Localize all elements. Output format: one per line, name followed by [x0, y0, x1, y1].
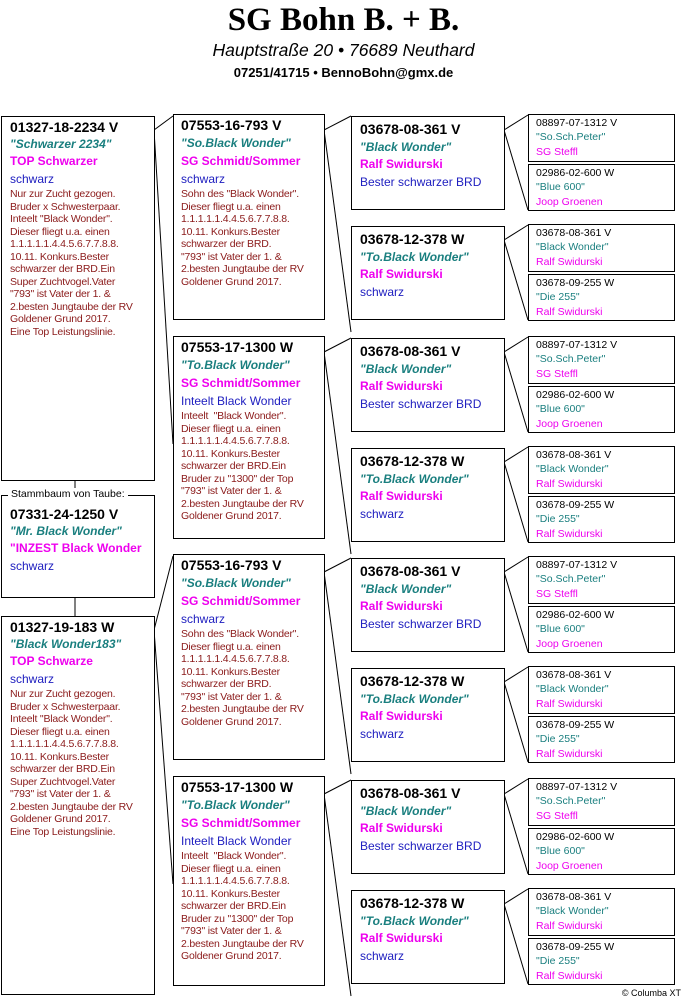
- great-grandparent-card[interactable]: [351, 448, 505, 542]
- ring-number: 03678-09-255 W: [536, 941, 615, 953]
- pigeon-name: "Blue 600": [536, 623, 585, 635]
- pigeon-name: "Black Wonder183": [10, 637, 122, 651]
- ring-number: 02986-02-600 W: [536, 389, 615, 401]
- breeder: Joop Groenen: [536, 418, 603, 430]
- gen4-card[interactable]: [528, 386, 675, 433]
- ring-number: 03678-08-361 V: [536, 449, 612, 461]
- ring-number: 02986-02-600 W: [536, 609, 615, 621]
- breeder: Ralf Swidurski: [536, 748, 603, 760]
- grandparent-card[interactable]: [173, 336, 325, 539]
- breeder: TOP Schwarze: [10, 654, 93, 668]
- pigeon-name: "Mr. Black Wonder": [10, 524, 122, 538]
- notes: Sohn des "Black Wonder". Dieser fliegt u.a. einen 1.1.1.1.1.4.4.5.6.7.7.8.8. 10.11. Konkurs.Bester schwarzer der BRD. "793" ist Vater der 1. & 2.besten Jungtaube der RV Goldener Grund 2017.: [181, 188, 304, 288]
- color: schwarz: [10, 172, 55, 186]
- pigeon-name: "To.Black Wonder": [360, 250, 469, 264]
- dam-card[interactable]: [1, 616, 155, 995]
- grandparent-card[interactable]: [173, 114, 325, 320]
- notes: Inteelt "Black Wonder". Dieser fliegt u.a. einen 1.1.1.1.1.4.4.5.6.7.7.8.8. 10.11. Konkurs.Bester schwarzer der BRD.Ein Bruder zu "1300" der Top "793" ist Vater der 1. & 2.besten Jungtaube der RV Goldener Grund 2017.: [181, 850, 304, 962]
- grandparent-card[interactable]: [173, 554, 325, 760]
- breeder: SG Schmidt/Sommer: [181, 376, 301, 390]
- pigeon-name: "So.Black Wonder": [181, 136, 291, 150]
- pigeon-name: "To.Black Wonder": [181, 798, 290, 812]
- ring-number: 07553-17-1300 W: [181, 339, 294, 355]
- pigeon-name: "Black Wonder": [360, 362, 452, 376]
- gen4-card[interactable]: [528, 828, 675, 875]
- color: schwarz: [360, 727, 405, 741]
- color: Bester schwarzer BRD: [360, 397, 482, 411]
- breeder: SG Schmidt/Sommer: [181, 154, 301, 168]
- breeder: Ralf Swidurski: [360, 379, 443, 393]
- pigeon-name: "So.Sch.Peter": [536, 795, 606, 807]
- breeder: Ralf Swidurski: [360, 821, 443, 835]
- contact-info: 07251/41715 • BennoBohn@gmx.de: [233, 65, 454, 80]
- breeder: Joop Groenen: [536, 860, 603, 872]
- pigeon-name: "Blue 600": [536, 181, 585, 193]
- ring-number: 01327-18-2234 V: [10, 119, 119, 135]
- ring-number: 03678-08-361 V: [360, 343, 461, 359]
- gen4-card[interactable]: [528, 446, 675, 494]
- ring-number: 03678-08-361 V: [360, 563, 461, 579]
- notes: Nur zur Zucht gezogen. Bruder x Schwesterpaar. Inteelt "Black Wonder". Dieser fliegt u.a. einen 1.1.1.1.1.4.4.5.6.7.7.8.8. 10.11. Konkurs.Bester schwarzer der BRD.Ein Super Zuchtvogel.Vater "793" ist Vater der 1. & 2.besten Jungtaube der RV Goldener Grund 2017. Eine Top Leistungslinie.: [10, 188, 133, 338]
- pigeon-name: "Black Wonder": [536, 683, 609, 695]
- gen4-card[interactable]: [528, 888, 675, 936]
- gen4-card[interactable]: [528, 336, 675, 384]
- pigeon-name: "Black Wonder": [536, 463, 609, 475]
- ring-number: 02986-02-600 W: [536, 167, 615, 179]
- ring-number: 03678-12-378 W: [360, 673, 465, 689]
- copyright: © Columba XT: [621, 988, 681, 998]
- ring-number: 08897-07-1312 V: [536, 117, 618, 129]
- pigeon-name: "To.Black Wonder": [181, 358, 290, 372]
- address: Hauptstraße 20 • 76689 Neuthard: [212, 40, 475, 60]
- breeder: Ralf Swidurski: [360, 931, 443, 945]
- color: Bester schwarzer BRD: [360, 175, 482, 189]
- breeder: SG Steffl: [536, 368, 578, 380]
- breeder: "INZEST Black Wonder: [10, 541, 142, 555]
- pigeon-name: "Black Wonder": [360, 140, 452, 154]
- pigeon-name: "Die 255": [536, 513, 580, 525]
- pigeon-name: "Schwarzer 2234": [10, 137, 112, 151]
- color: Bester schwarzer BRD: [360, 839, 482, 853]
- breeder: SG Steffl: [536, 588, 578, 600]
- ring-number: 07553-16-793 V: [181, 557, 282, 573]
- great-grandparent-card[interactable]: [351, 890, 505, 984]
- ring-number: 03678-08-361 V: [360, 785, 461, 801]
- pedigree-label: Stammbaum von Taube:: [8, 488, 128, 500]
- pigeon-name: "To.Black Wonder": [360, 914, 469, 928]
- notes: Nur zur Zucht gezogen. Bruder x Schwesterpaar. Inteelt "Black Wonder". Dieser fliegt u.a. einen 1.1.1.1.1.4.4.5.6.7.7.8.8. 10.11. Konkurs.Bester schwarzer der BRD.Ein Super Zuchtvogel.Vater "793" ist Vater der 1. & 2.besten Jungtaube der RV Goldener Grund 2017. Eine Top Leistungslinie.: [10, 688, 133, 838]
- notes: Sohn des "Black Wonder". Dieser fliegt u.a. einen 1.1.1.1.1.4.4.5.6.7.7.8.8. 10.11. Konkurs.Bester schwarzer der BRD. "793" ist Vater der 1. & 2.besten Jungtaube der RV Goldener Grund 2017.: [181, 628, 304, 728]
- breeder: Ralf Swidurski: [536, 528, 603, 540]
- breeder: Ralf Swidurski: [360, 489, 443, 503]
- pigeon-name: "Die 255": [536, 733, 580, 745]
- ring-number: 03678-12-378 W: [360, 895, 465, 911]
- pigeon-name: "To.Black Wonder": [360, 692, 469, 706]
- breeder: Ralf Swidurski: [536, 920, 603, 932]
- great-grandparent-card[interactable]: [351, 558, 505, 652]
- gen4-card[interactable]: [528, 274, 675, 321]
- sire-card[interactable]: [1, 116, 155, 481]
- gen4-card[interactable]: [528, 114, 675, 162]
- pigeon-name: "Die 255": [536, 955, 580, 967]
- gen4-card[interactable]: [528, 606, 675, 653]
- pigeon-name: "Black Wonder": [360, 582, 452, 596]
- color: schwarz: [360, 507, 405, 521]
- great-grandparent-card[interactable]: [351, 226, 505, 320]
- ring-number: 03678-08-361 V: [536, 669, 612, 681]
- ring-number: 03678-12-378 W: [360, 231, 465, 247]
- subject-card[interactable]: [1, 495, 155, 598]
- pigeon-name: "To.Black Wonder": [360, 472, 469, 486]
- color: Bester schwarzer BRD: [360, 617, 482, 631]
- breeder: Ralf Swidurski: [360, 709, 443, 723]
- pigeon-name: "Black Wonder": [536, 905, 609, 917]
- ring-number: 03678-08-361 V: [536, 891, 612, 903]
- pigeon-name: "So.Black Wonder": [181, 576, 291, 590]
- great-grandparent-card[interactable]: [351, 780, 505, 874]
- pigeon-name: "Black Wonder": [360, 804, 452, 818]
- ring-number: 02986-02-600 W: [536, 831, 615, 843]
- breeder: Ralf Swidurski: [536, 478, 603, 490]
- page-title: SG Bohn B. + B.: [227, 2, 460, 38]
- gen4-card[interactable]: [528, 666, 675, 714]
- pigeon-name: "Black Wonder": [536, 241, 609, 253]
- ring-number: 03678-08-361 V: [360, 121, 461, 137]
- pigeon-name: "So.Sch.Peter": [536, 131, 606, 143]
- color: schwarz: [10, 559, 55, 573]
- breeder: Ralf Swidurski: [536, 256, 603, 268]
- ring-number: 07553-16-793 V: [181, 117, 282, 133]
- ring-number: 03678-09-255 W: [536, 277, 615, 289]
- ring-number: 03678-08-361 V: [536, 227, 612, 239]
- gen4-card[interactable]: [528, 938, 675, 985]
- ring-number: 08897-07-1312 V: [536, 339, 618, 351]
- breeder: SG Schmidt/Sommer: [181, 816, 301, 830]
- breeder: Ralf Swidurski: [536, 698, 603, 710]
- breeder: Ralf Swidurski: [536, 970, 603, 982]
- breeder: Ralf Swidurski: [360, 267, 443, 281]
- breeder: SG Steffl: [536, 146, 578, 158]
- pigeon-name: "So.Sch.Peter": [536, 353, 606, 365]
- ring-number: 08897-07-1312 V: [536, 781, 618, 793]
- gen4-card[interactable]: [528, 496, 675, 543]
- breeder: Joop Groenen: [536, 196, 603, 208]
- ring-number: 03678-12-378 W: [360, 453, 465, 469]
- great-grandparent-card[interactable]: [351, 116, 505, 210]
- gen4-card[interactable]: [528, 164, 675, 211]
- pigeon-name: "Blue 600": [536, 845, 585, 857]
- gen4-card[interactable]: [528, 778, 675, 826]
- breeder: Ralf Swidurski: [536, 306, 603, 318]
- ring-number: 07553-17-1300 W: [181, 779, 294, 795]
- ring-number: 07331-24-1250 V: [10, 506, 119, 522]
- color: schwarz: [181, 172, 226, 186]
- gen4-card[interactable]: [528, 716, 675, 763]
- breeder: TOP Schwarzer: [10, 154, 98, 168]
- gen4-card[interactable]: [528, 556, 675, 604]
- color: Inteelt Black Wonder: [181, 834, 292, 848]
- great-grandparent-card[interactable]: [351, 338, 505, 432]
- color: schwarz: [181, 612, 226, 626]
- breeder: SG Steffl: [536, 810, 578, 822]
- color: Inteelt Black Wonder: [181, 394, 292, 408]
- breeder: Joop Groenen: [536, 638, 603, 650]
- great-grandparent-card[interactable]: [351, 668, 505, 762]
- pigeon-name: "So.Sch.Peter": [536, 573, 606, 585]
- pigeon-name: "Die 255": [536, 291, 580, 303]
- color: schwarz: [360, 949, 405, 963]
- color: schwarz: [360, 285, 405, 299]
- breeder: SG Schmidt/Sommer: [181, 594, 301, 608]
- ring-number: 03678-09-255 W: [536, 499, 615, 511]
- notes: Inteelt "Black Wonder". Dieser fliegt u.a. einen 1.1.1.1.1.4.4.5.6.7.7.8.8. 10.11. Konkurs.Bester schwarzer der BRD.Ein Bruder zu "1300" der Top "793" ist Vater der 1. & 2.besten Jungtaube der RV Goldener Grund 2017.: [181, 410, 304, 522]
- gen4-card[interactable]: [528, 224, 675, 272]
- ring-number: 03678-09-255 W: [536, 719, 615, 731]
- color: schwarz: [10, 672, 55, 686]
- grandparent-card[interactable]: [173, 776, 325, 986]
- pigeon-name: "Blue 600": [536, 403, 585, 415]
- ring-number: 01327-19-183 W: [10, 619, 115, 635]
- ring-number: 08897-07-1312 V: [536, 559, 618, 571]
- breeder: Ralf Swidurski: [360, 599, 443, 613]
- breeder: Ralf Swidurski: [360, 157, 443, 171]
